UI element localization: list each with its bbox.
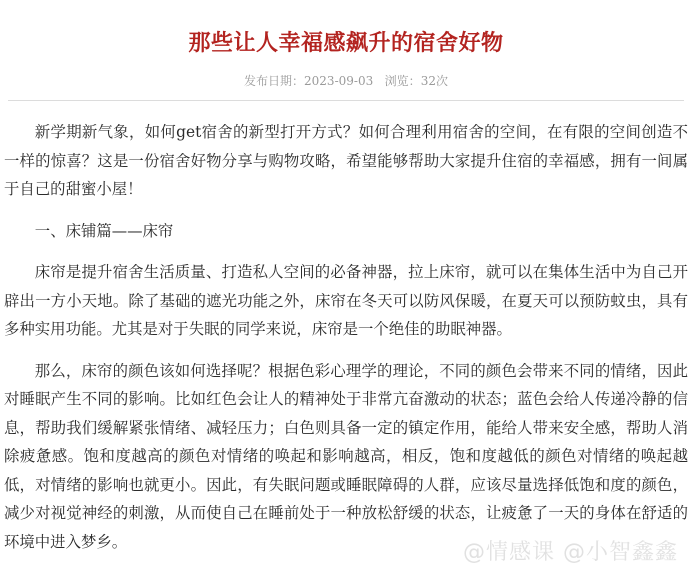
article-body	[4, 118, 688, 569]
publish-date-value: 2023-09-03	[304, 74, 374, 88]
section-heading-bed-curtain: 一、床铺篇——床帘	[34, 221, 174, 240]
view-count-label: 浏览：	[384, 74, 421, 88]
body-paragraph: 那么，床帘的颜色该如何选择呢？根据色彩心理学的理论，不同的颜色会带来不同的情绪，因此对睡眠产生不同的影响。比如红色会让人的精神处于非常亢奋激动的状态；蓝色会给人传递冷静的信息，帮助我们缓解紧张情绪、减轻压力；白色则具备一定的镇定作用，能给人带来安全感，帮助人消除疲惫感。饱和度越高的颜色对情绪的唤起和影响越高，相反，饱和度越低的颜色对情绪的唤起越低，对情绪的影响也就更小。因此，有失眠问题或睡眠障碍的人群，应该尽量选择低饱和度的颜色，减少对视觉神经的刺激，从而使自己在睡前处于一种放松舒缓的状态，让疲惫了一天的身体在舒适的环境中进入梦乡。	[4, 361, 688, 551]
view-count-value: 32次	[420, 74, 448, 88]
intro-paragraph: 新学期新气象，如何get宿舍的新型打开方式？如何合理利用宿舍的空间，在有限的空间创造不一样的惊喜？这是一份宿舍好物分享与购物攻略，希望能够帮助大家提升住宿的幸福感，拥有一间属于自己的甜蜜小屋！	[4, 123, 688, 198]
article-meta	[0, 72, 692, 90]
body-paragraph: 床帘是提升宿舍生活质量、打造私人空间的必备神器，拉上床帘，就可以在集体生活中为自己开辟出一方小天地。除了基础的遮光功能之外，床帘在冬天可以防风保暖，在夏天可以预防蚊虫，具有多种实用功能。尤其是对于失眠的同学来说，床帘是一个绝佳的助眠神器。	[4, 263, 688, 338]
header-divider	[8, 100, 684, 101]
publish-date-label: 发布日期：	[244, 74, 305, 88]
watermark: @情感课 @小智鑫鑫	[463, 540, 678, 565]
article-title: 那些让人幸福感飙升的宿舍好物	[188, 30, 504, 56]
meta-spacer	[373, 74, 384, 88]
